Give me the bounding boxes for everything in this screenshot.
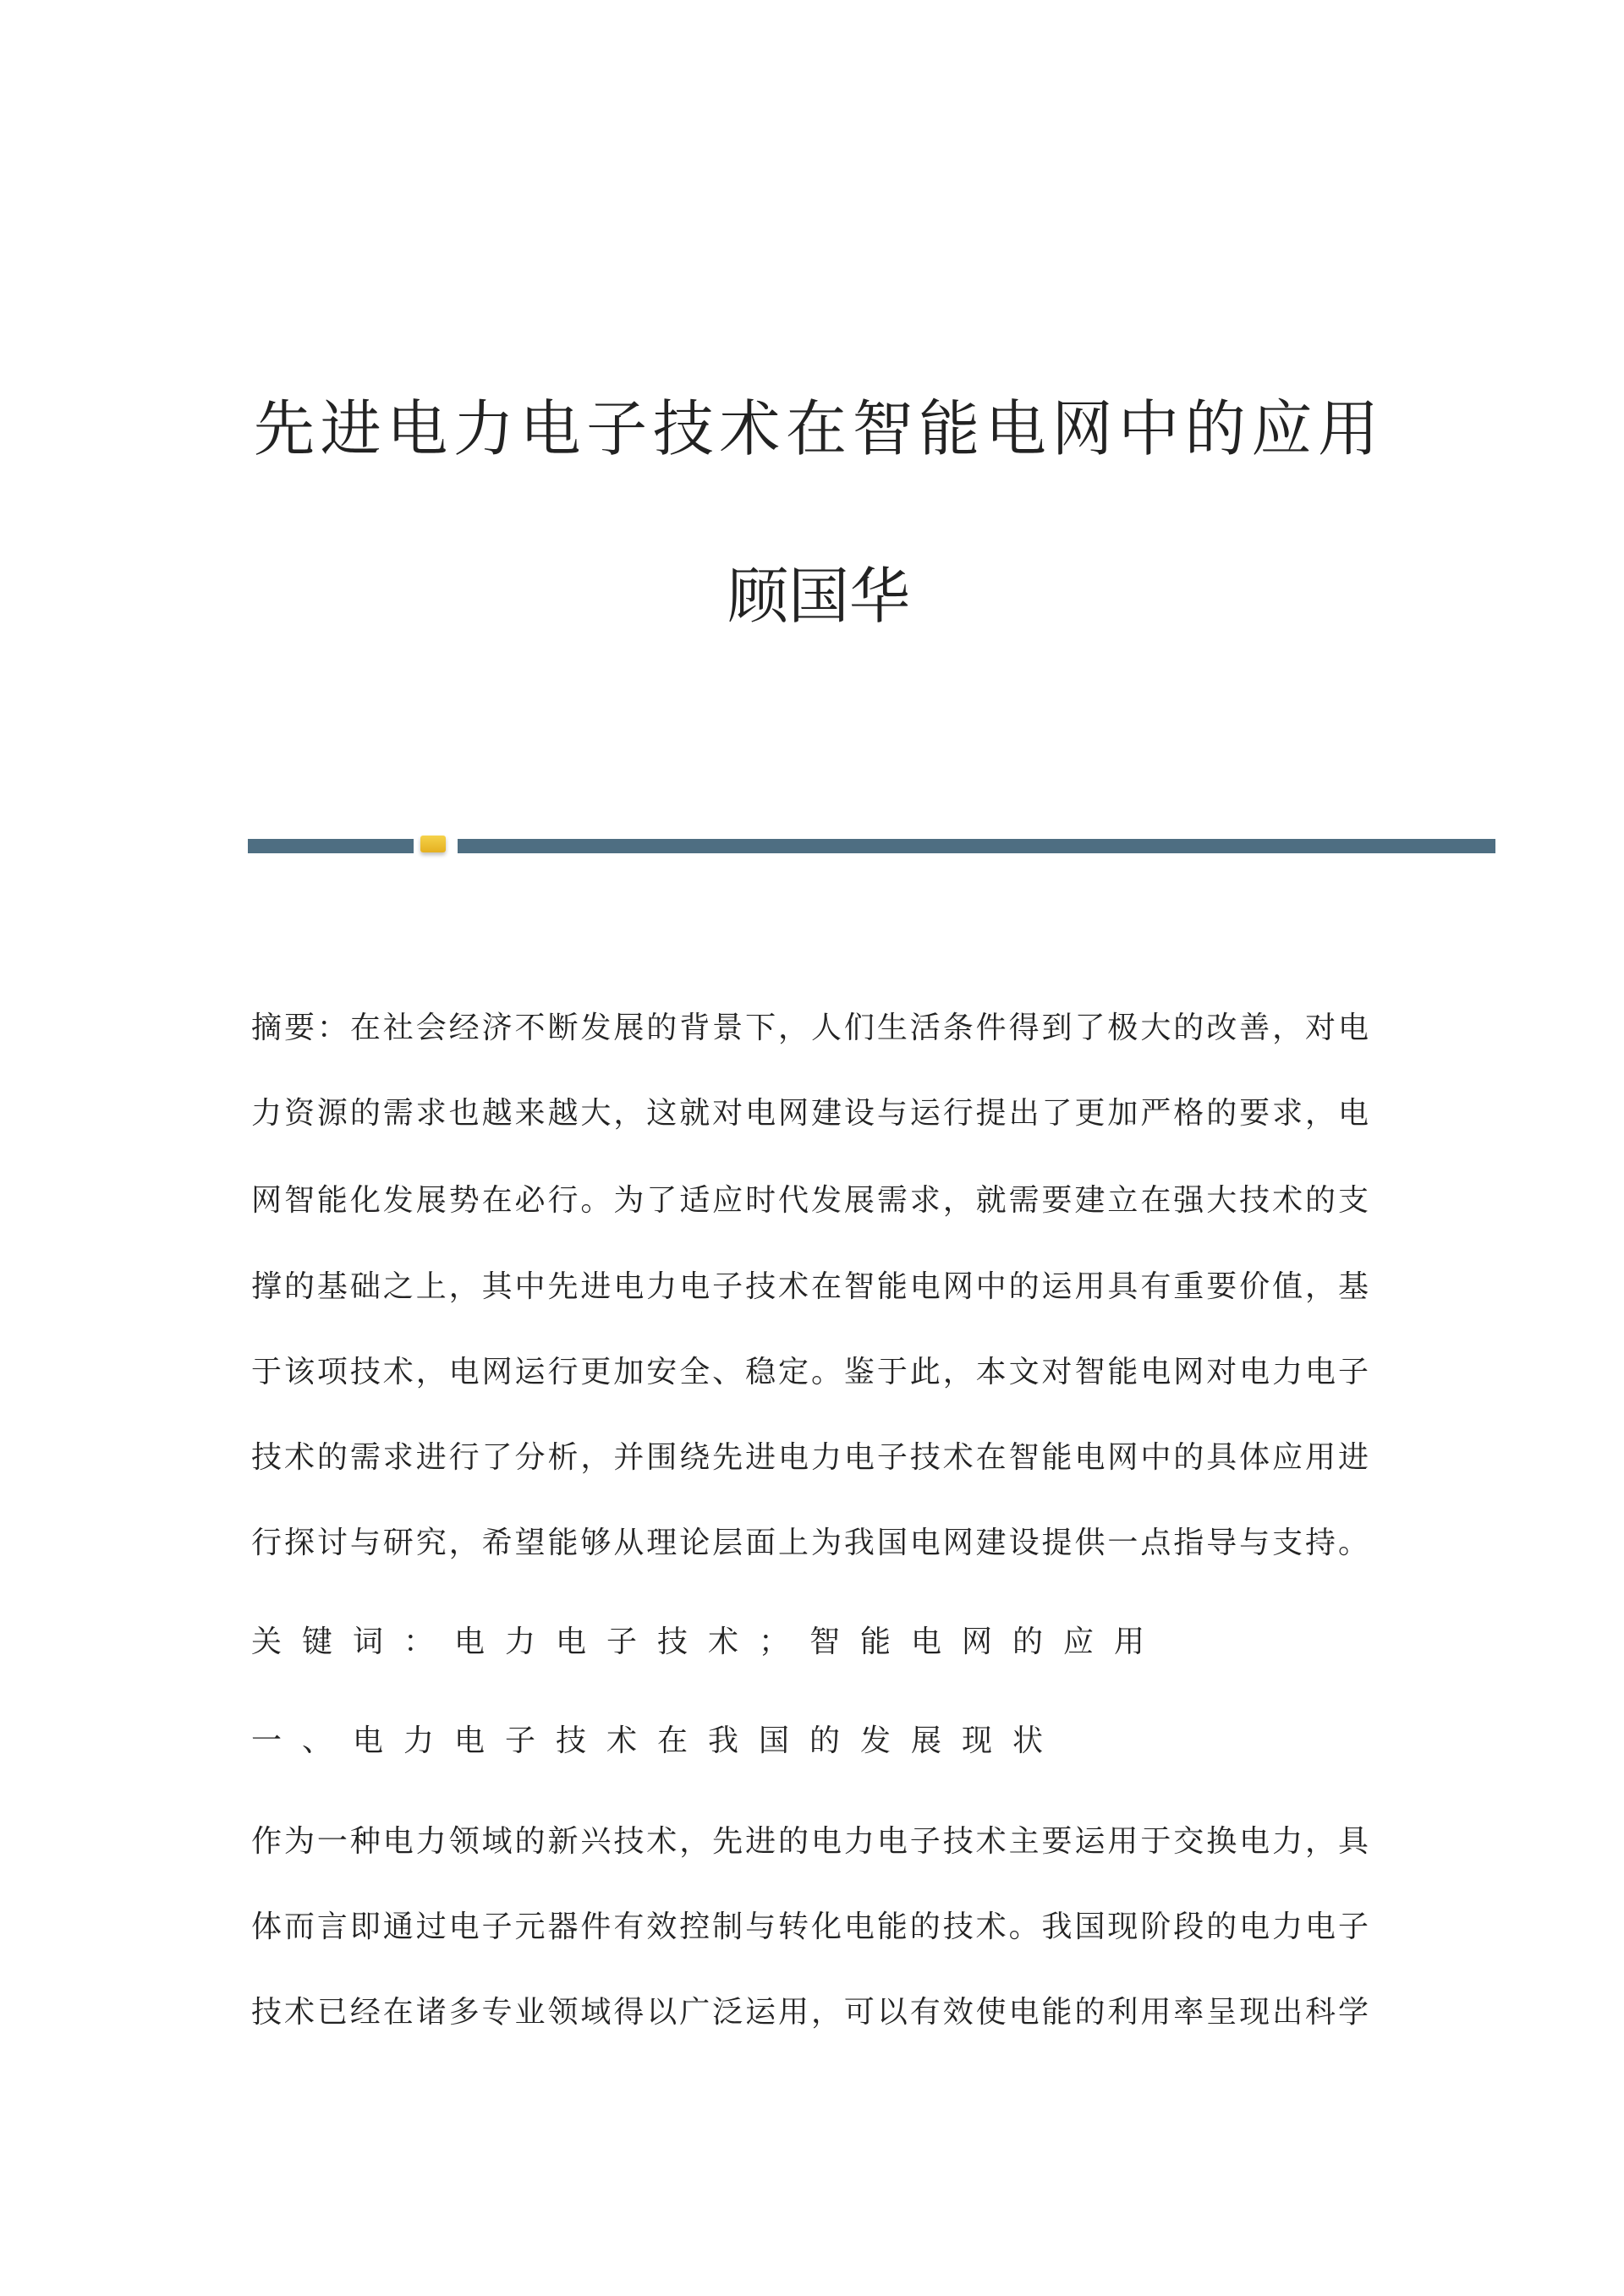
abstract-line: 技术的需求进行了分析，并围绕先进电力电子技术在智能电网中的具体应用进 [251, 1440, 1369, 1475]
keywords: 关键词：电力电子技术；智能电网的应用 [251, 1625, 1166, 1659]
divider-right [458, 839, 1495, 853]
abstract-line: 撑的基础之上，其中先进电力电子技术在智能电网中的运用具有重要价值，基 [251, 1269, 1369, 1304]
divider-left [248, 839, 414, 853]
divider-ornament-icon [420, 836, 446, 852]
abstract-line: 摘要：在社会经济不断发展的背景下，人们生活条件得到了极大的改善，对电 [251, 1011, 1369, 1045]
abstract-line: 行探讨与研究，希望能够从理论层面上为我国电网建设提供一点指导与支持。 [251, 1526, 1369, 1560]
document-title: 先进电力电子技术在智能电网中的应用 [254, 393, 1379, 464]
abstract-line: 网智能化发展势在必行。为了适应时代发展需求，就需要建立在强大技术的支 [251, 1183, 1369, 1218]
abstract-line: 于该项技术，电网运行更加安全、稳定。鉴于此，本文对智能电网对电力电子 [251, 1355, 1369, 1389]
body-line: 体而言即通过电子元器件有效控制与转化电能的技术。我国现阶段的电力电子 [251, 1910, 1369, 1944]
author-name: 顾国华 [727, 561, 910, 632]
abstract-line: 力资源的需求也越来越大，这就对电网建设与运行提出了更加严格的要求，电 [251, 1096, 1369, 1131]
body-line: 作为一种电力领域的新兴技术，先进的电力电子技术主要运用于交换电力，具 [251, 1824, 1369, 1859]
body-line: 技术已经在诸多专业领域得以广泛运用，可以有效使电能的利用率呈现出科学 [251, 1995, 1369, 2030]
section-heading: 一、电力电子技术在我国的发展现状 [251, 1723, 1064, 1758]
